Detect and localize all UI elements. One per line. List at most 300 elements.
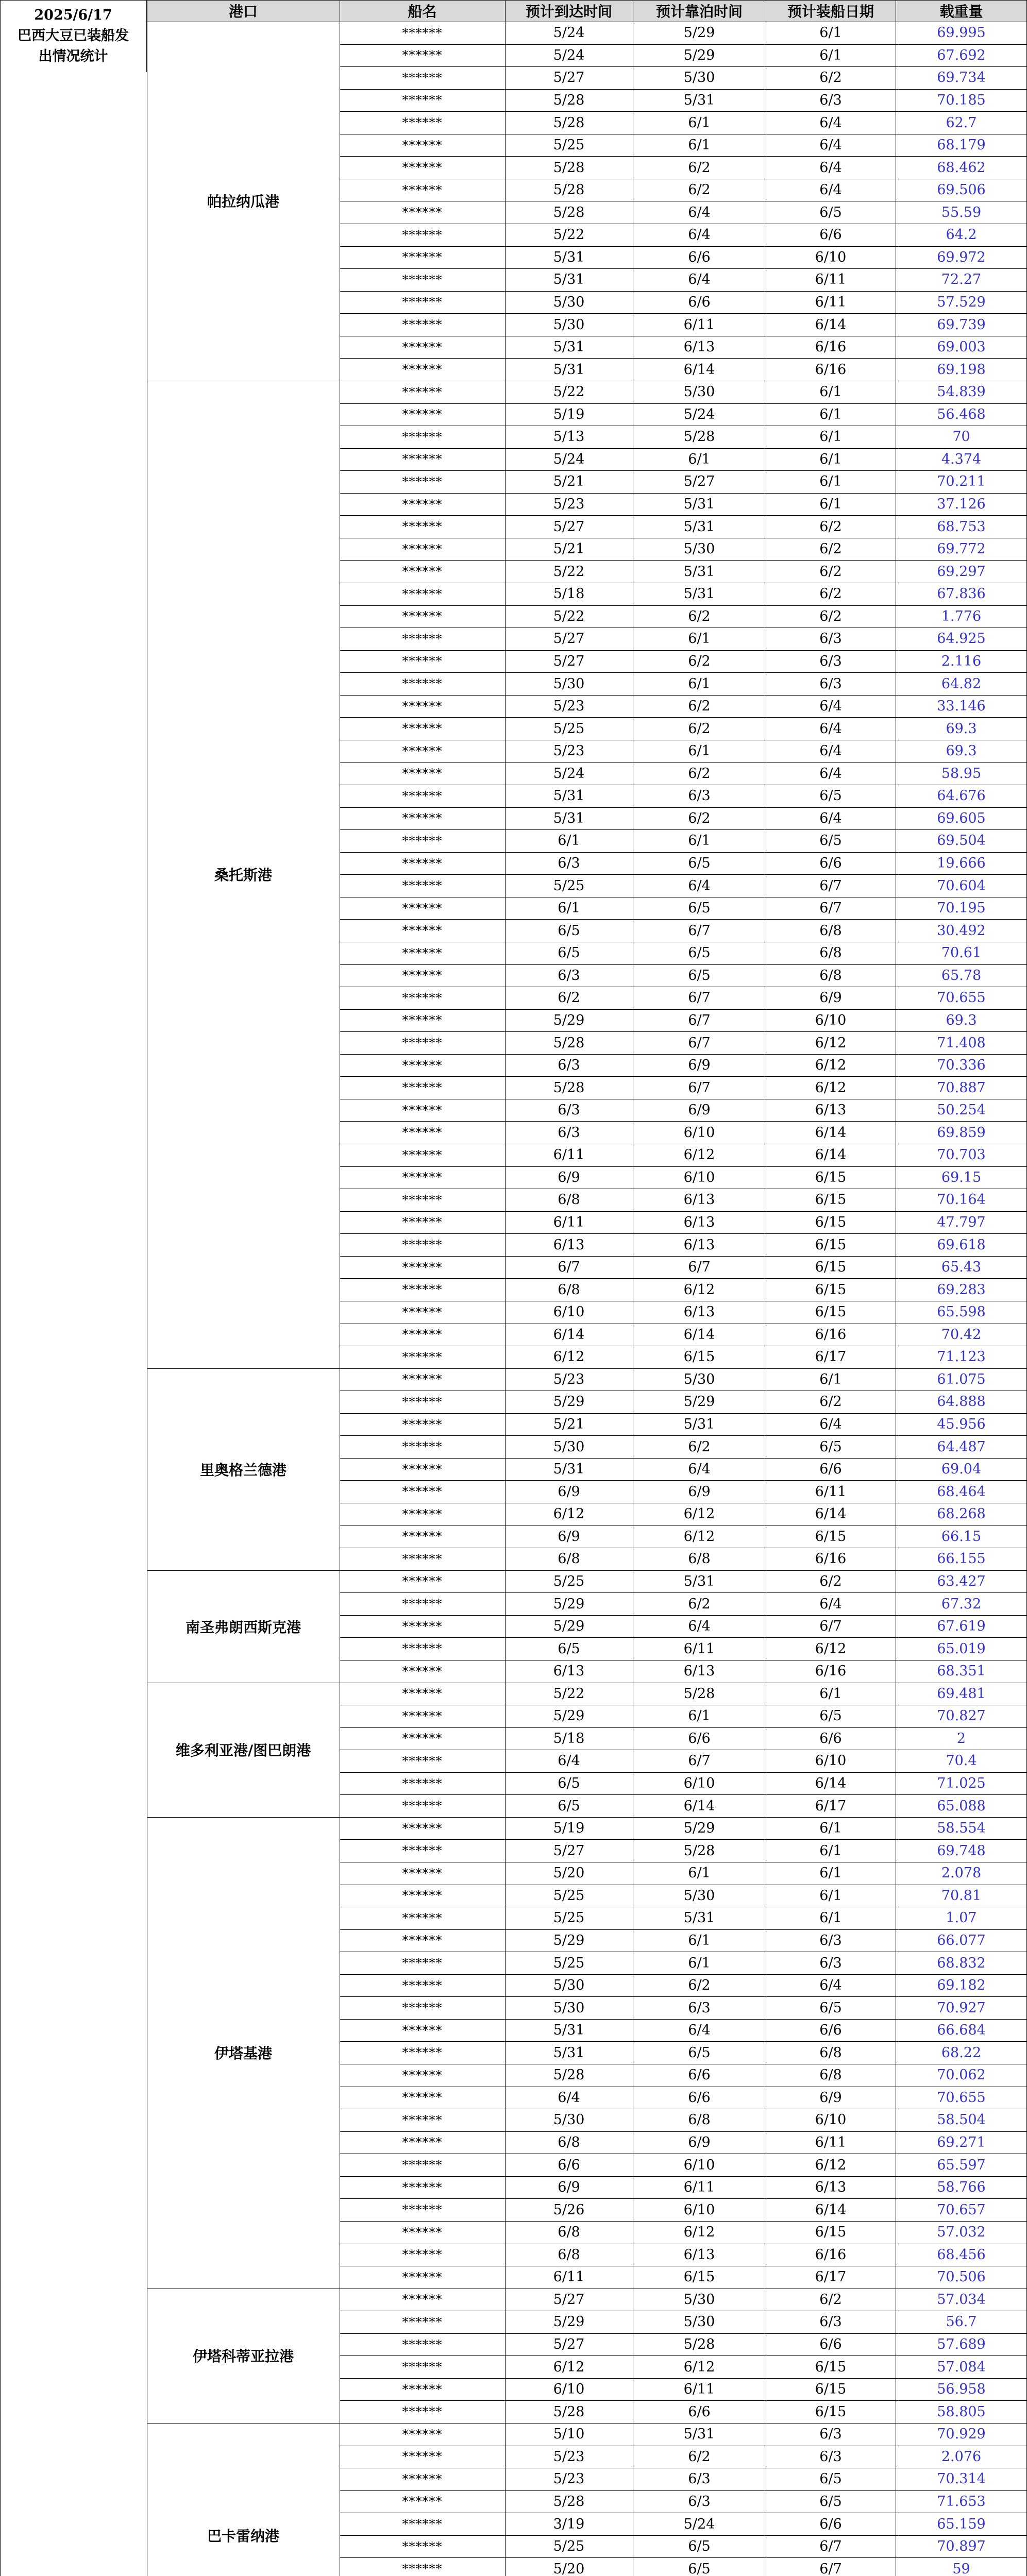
load-date: 6/10 bbox=[815, 249, 847, 265]
load-date: 6/3 bbox=[819, 2448, 842, 2465]
ship-name: ****** bbox=[402, 676, 443, 691]
ship-name: ****** bbox=[402, 1686, 443, 1701]
load-date: 6/4 bbox=[819, 743, 842, 759]
arrive-date: 5/28 bbox=[553, 2403, 585, 2420]
berth-date: 5/24 bbox=[683, 2516, 715, 2532]
ship-name: ****** bbox=[402, 1910, 443, 1925]
ship-name: ****** bbox=[402, 1103, 443, 1117]
berth-date: 6/2 bbox=[688, 810, 711, 826]
load-weight: 67.32 bbox=[941, 1596, 982, 1612]
berth-date: 6/7 bbox=[688, 922, 711, 939]
berth-date: 6/12 bbox=[683, 1147, 715, 1163]
berth-date: 6/6 bbox=[688, 2089, 711, 2106]
load-date: 6/12 bbox=[815, 1057, 847, 1074]
load-date: 6/16 bbox=[815, 339, 847, 355]
berth-date: 5/31 bbox=[683, 586, 715, 602]
arrive-date: 5/25 bbox=[553, 877, 585, 894]
load-date: 6/4 bbox=[819, 765, 842, 782]
berth-date: 5/28 bbox=[683, 1685, 715, 1702]
load-weight: 61.075 bbox=[937, 1371, 986, 1387]
berth-date: 6/5 bbox=[688, 2044, 711, 2061]
berth-date: 6/5 bbox=[688, 2561, 711, 2576]
load-date: 6/17 bbox=[815, 1798, 847, 1814]
load-weight: 70.657 bbox=[937, 2201, 986, 2218]
berth-date: 6/4 bbox=[688, 272, 711, 288]
load-weight: 71.025 bbox=[937, 1775, 986, 1792]
ship-name: ****** bbox=[402, 1215, 443, 1230]
header-port: 港口 bbox=[147, 0, 340, 22]
berth-date: 6/9 bbox=[688, 1483, 711, 1500]
load-weight: 45.956 bbox=[937, 1416, 986, 1433]
load-weight: 69.3 bbox=[946, 743, 977, 759]
ship-name: ****** bbox=[402, 1327, 443, 1342]
header-ship: 船名 bbox=[340, 0, 505, 22]
load-date: 6/5 bbox=[819, 1438, 842, 1455]
arrive-date: 5/20 bbox=[553, 2561, 585, 2576]
load-weight: 65.597 bbox=[937, 2157, 986, 2173]
load-date: 6/13 bbox=[815, 2179, 847, 2196]
ship-name: ****** bbox=[402, 609, 443, 624]
arrive-date: 6/5 bbox=[558, 1640, 580, 1657]
load-weight: 71.123 bbox=[937, 1349, 986, 1365]
arrive-date: 5/29 bbox=[553, 1596, 585, 1612]
arrive-date: 5/22 bbox=[553, 608, 585, 624]
load-weight: 1.776 bbox=[941, 608, 982, 624]
ship-name: ****** bbox=[402, 25, 443, 40]
ship-name: ****** bbox=[402, 474, 443, 489]
ship-name: ****** bbox=[402, 340, 443, 354]
load-weight: 70.61 bbox=[941, 945, 982, 961]
load-weight: 70 bbox=[952, 429, 970, 445]
load-date: 6/15 bbox=[815, 1192, 847, 1208]
load-date: 6/11 bbox=[815, 1483, 847, 1500]
arrive-date: 5/28 bbox=[553, 2067, 585, 2083]
arrive-date: 5/19 bbox=[553, 1820, 585, 1837]
load-date: 6/12 bbox=[815, 1079, 847, 1096]
ship-name: ****** bbox=[402, 699, 443, 714]
ship-name: ****** bbox=[402, 2158, 443, 2173]
load-weight: 69.734 bbox=[937, 70, 986, 86]
load-weight: 69.859 bbox=[937, 1124, 986, 1141]
berth-date: 6/5 bbox=[688, 945, 711, 961]
port-name: 伊塔科蒂亚拉港 bbox=[192, 2348, 294, 2365]
berth-date: 6/11 bbox=[683, 2381, 715, 2398]
ship-name: ****** bbox=[402, 878, 443, 893]
berth-date: 5/30 bbox=[683, 541, 715, 557]
load-date: 6/16 bbox=[815, 2246, 847, 2263]
arrive-date: 5/31 bbox=[553, 361, 585, 378]
arrive-date: 6/8 bbox=[558, 2246, 580, 2263]
ship-name: ****** bbox=[402, 2517, 443, 2532]
arrive-date: 5/31 bbox=[553, 2022, 585, 2039]
berth-date: 6/6 bbox=[688, 1730, 711, 1747]
arrive-date: 5/23 bbox=[553, 743, 585, 759]
berth-date: 6/4 bbox=[688, 204, 711, 221]
load-weight: 70.062 bbox=[937, 2067, 986, 2083]
arrive-date: 6/6 bbox=[558, 2157, 580, 2173]
ship-name: ****** bbox=[402, 2001, 443, 2015]
arrive-date: 6/13 bbox=[553, 1236, 585, 1253]
berth-date: 6/10 bbox=[683, 1124, 715, 1141]
load-weight: 69.504 bbox=[937, 833, 986, 849]
berth-date: 6/1 bbox=[688, 137, 711, 154]
load-date: 6/3 bbox=[819, 631, 842, 647]
load-weight: 69.506 bbox=[937, 182, 986, 198]
load-date: 6/8 bbox=[819, 945, 842, 961]
berth-date: 6/7 bbox=[688, 1035, 711, 1051]
berth-date: 5/31 bbox=[683, 1573, 715, 1589]
arrive-date: 5/30 bbox=[553, 2112, 585, 2128]
load-date: 6/16 bbox=[815, 361, 847, 378]
load-weight: 30.492 bbox=[937, 922, 986, 939]
ship-name: ****** bbox=[402, 2225, 443, 2240]
load-weight: 62.7 bbox=[946, 114, 977, 131]
load-weight: 56.7 bbox=[946, 2314, 977, 2330]
arrive-date: 6/11 bbox=[553, 1147, 585, 1163]
load-date: 6/12 bbox=[815, 1035, 847, 1051]
berth-date: 6/4 bbox=[688, 227, 711, 243]
ship-name: ****** bbox=[402, 1036, 443, 1050]
arrive-date: 5/21 bbox=[553, 1416, 585, 1433]
arrive-date: 6/7 bbox=[558, 1259, 580, 1276]
ship-name: ****** bbox=[402, 631, 443, 646]
arrive-date: 5/27 bbox=[553, 1842, 585, 1859]
load-weight: 70.887 bbox=[937, 1079, 986, 1096]
load-weight: 70.211 bbox=[937, 473, 986, 490]
berth-date: 6/13 bbox=[683, 1663, 715, 1680]
load-weight: 68.753 bbox=[937, 518, 986, 535]
berth-date: 6/12 bbox=[683, 2359, 715, 2375]
load-weight: 58.554 bbox=[937, 1820, 986, 1837]
load-weight: 71.408 bbox=[937, 1035, 986, 1051]
port-name: 里奥格兰德港 bbox=[199, 1461, 287, 1479]
berth-date: 6/4 bbox=[688, 2022, 711, 2039]
load-date: 6/2 bbox=[819, 586, 842, 602]
berth-date: 6/1 bbox=[688, 675, 711, 692]
load-date: 6/12 bbox=[815, 2157, 847, 2173]
ship-name: ****** bbox=[402, 295, 443, 310]
ship-name: ****** bbox=[402, 2292, 443, 2307]
load-weight: 69.481 bbox=[937, 1685, 986, 1702]
ship-name: ****** bbox=[402, 901, 443, 916]
ship-name: ****** bbox=[402, 2202, 443, 2217]
berth-date: 5/30 bbox=[683, 70, 715, 86]
load-date: 6/11 bbox=[815, 294, 847, 310]
load-weight: 57.034 bbox=[937, 2291, 986, 2308]
load-date: 6/13 bbox=[815, 1102, 847, 1118]
ship-name: ****** bbox=[402, 1394, 443, 1409]
arrive-date: 6/3 bbox=[558, 1124, 580, 1141]
load-weight: 70.655 bbox=[937, 2089, 986, 2106]
arrive-date: 5/28 bbox=[553, 204, 585, 221]
berth-date: 6/12 bbox=[683, 2224, 715, 2241]
ship-name: ****** bbox=[402, 923, 443, 938]
arrive-date: 5/30 bbox=[553, 294, 585, 310]
load-weight: 65.019 bbox=[937, 1640, 986, 1657]
load-weight: 50.254 bbox=[937, 1102, 986, 1118]
ship-name: ****** bbox=[402, 1058, 443, 1073]
load-weight: 69.772 bbox=[937, 541, 986, 557]
report-date-title bbox=[0, 0, 147, 72]
load-date: 6/4 bbox=[819, 1977, 842, 1994]
load-weight: 1.07 bbox=[946, 1910, 977, 1926]
load-weight: 68.462 bbox=[937, 159, 986, 176]
ship-name: ****** bbox=[402, 968, 443, 983]
arrive-date: 5/31 bbox=[553, 810, 585, 826]
load-weight: 57.084 bbox=[937, 2359, 986, 2375]
ship-name: ****** bbox=[402, 1417, 443, 1432]
load-weight: 55.59 bbox=[941, 204, 982, 221]
berth-date: 5/24 bbox=[683, 406, 715, 422]
load-weight: 69.3 bbox=[946, 720, 977, 737]
berth-date: 6/2 bbox=[688, 653, 711, 669]
arrive-date: 5/25 bbox=[553, 720, 585, 737]
ship-name: ****** bbox=[402, 1170, 443, 1185]
berth-date: 6/12 bbox=[683, 1528, 715, 1545]
load-date: 6/4 bbox=[819, 114, 842, 131]
load-date: 6/1 bbox=[819, 1910, 842, 1926]
berth-date: 6/6 bbox=[688, 2067, 711, 2083]
load-date: 6/15 bbox=[815, 1169, 847, 1185]
berth-date: 6/5 bbox=[688, 900, 711, 917]
load-weight: 66.077 bbox=[937, 1932, 986, 1948]
ship-name: ****** bbox=[402, 1843, 443, 1858]
load-date: 6/16 bbox=[815, 1663, 847, 1680]
ship-name: ****** bbox=[402, 1529, 443, 1544]
load-date: 6/3 bbox=[819, 92, 842, 108]
berth-date: 6/7 bbox=[688, 1079, 711, 1096]
arrive-date: 5/29 bbox=[553, 1618, 585, 1635]
arrive-date: 6/2 bbox=[558, 990, 580, 1006]
load-date: 6/15 bbox=[815, 1259, 847, 1276]
load-date: 6/6 bbox=[819, 2022, 842, 2039]
berth-date: 6/8 bbox=[688, 1551, 711, 1567]
arrive-date: 5/22 bbox=[553, 227, 585, 243]
load-date: 6/1 bbox=[819, 406, 842, 422]
arrive-date: 6/11 bbox=[553, 2269, 585, 2285]
load-date: 6/7 bbox=[819, 2538, 842, 2555]
load-weight: 69.972 bbox=[937, 249, 986, 265]
load-date: 6/15 bbox=[815, 2403, 847, 2420]
berth-date: 6/5 bbox=[688, 967, 711, 984]
load-weight: 64.925 bbox=[937, 631, 986, 647]
load-date: 6/2 bbox=[819, 2291, 842, 2308]
berth-date: 6/1 bbox=[688, 114, 711, 131]
load-date: 6/9 bbox=[819, 2089, 842, 2106]
ship-name: ****** bbox=[402, 1439, 443, 1454]
berth-date: 6/11 bbox=[683, 1640, 715, 1657]
load-weight: 68.832 bbox=[937, 1955, 986, 1971]
berth-date: 5/30 bbox=[683, 1887, 715, 1904]
berth-date: 5/31 bbox=[683, 2426, 715, 2443]
berth-date: 6/6 bbox=[688, 249, 711, 265]
arrive-date: 6/12 bbox=[553, 2359, 585, 2375]
load-date: 6/6 bbox=[819, 855, 842, 872]
ship-name: ****** bbox=[402, 2449, 443, 2464]
ship-name: ****** bbox=[402, 766, 443, 781]
load-weight: 70.4 bbox=[946, 1753, 977, 1769]
load-date: 6/2 bbox=[819, 608, 842, 624]
berth-date: 6/1 bbox=[688, 1708, 711, 1724]
load-weight: 66.15 bbox=[941, 1528, 982, 1545]
load-weight: 68.456 bbox=[937, 2246, 986, 2263]
ship-name: ****** bbox=[402, 407, 443, 422]
arrive-date: 5/31 bbox=[553, 788, 585, 804]
arrive-date: 6/3 bbox=[558, 967, 580, 984]
ship-name: ****** bbox=[402, 1888, 443, 1903]
berth-date: 5/31 bbox=[683, 496, 715, 513]
load-weight: 65.78 bbox=[941, 967, 982, 984]
load-weight: 69.271 bbox=[937, 2134, 986, 2150]
ship-name: ****** bbox=[402, 2427, 443, 2442]
ship-name: ****** bbox=[402, 1933, 443, 1948]
ship-name: ****** bbox=[402, 272, 443, 287]
load-weight: 71.653 bbox=[937, 2493, 986, 2510]
arrive-date: 5/31 bbox=[553, 1461, 585, 1478]
arrive-date: 5/30 bbox=[553, 675, 585, 692]
load-date: 6/5 bbox=[819, 1999, 842, 2016]
arrive-date: 5/28 bbox=[553, 2493, 585, 2510]
arrive-date: 5/25 bbox=[553, 1573, 585, 1589]
ship-name: ****** bbox=[402, 497, 443, 512]
arrive-date: 5/20 bbox=[553, 1865, 585, 1882]
berth-date: 6/10 bbox=[683, 1169, 715, 1185]
load-date: 6/15 bbox=[815, 1528, 847, 1545]
ship-name: ****** bbox=[402, 2067, 443, 2082]
load-date: 6/1 bbox=[819, 47, 842, 63]
load-date: 6/1 bbox=[819, 496, 842, 513]
arrive-date: 6/4 bbox=[558, 1753, 580, 1769]
arrive-date: 6/9 bbox=[558, 1483, 580, 1500]
load-weight: 70.929 bbox=[937, 2426, 986, 2443]
load-date: 6/3 bbox=[819, 1932, 842, 1948]
ship-name: ****** bbox=[402, 2090, 443, 2105]
ship-name: ****** bbox=[402, 93, 443, 108]
ship-name: ****** bbox=[402, 138, 443, 152]
ship-name: ****** bbox=[402, 2337, 443, 2352]
arrive-date: 5/30 bbox=[553, 316, 585, 333]
load-weight: 70.897 bbox=[937, 2538, 986, 2555]
load-date: 6/14 bbox=[815, 1775, 847, 1792]
arrive-date: 5/29 bbox=[553, 1394, 585, 1410]
ship-name: ****** bbox=[402, 1260, 443, 1275]
arrive-date: 6/3 bbox=[558, 1102, 580, 1118]
load-date: 6/14 bbox=[815, 1147, 847, 1163]
berth-date: 5/31 bbox=[683, 518, 715, 535]
ship-name: ****** bbox=[402, 1641, 443, 1656]
load-date: 6/1 bbox=[819, 1842, 842, 1859]
arrive-date: 3/19 bbox=[553, 2516, 585, 2532]
load-weight: 68.351 bbox=[937, 1663, 986, 1680]
load-date: 6/3 bbox=[819, 675, 842, 692]
ship-name: ****** bbox=[402, 452, 443, 467]
report-date: 2025/6/17 bbox=[34, 7, 112, 23]
berth-date: 6/15 bbox=[683, 2269, 715, 2285]
load-weight: 68.22 bbox=[941, 2044, 982, 2061]
berth-date: 6/7 bbox=[688, 1259, 711, 1276]
load-weight: 69.995 bbox=[937, 25, 986, 41]
arrive-date: 5/25 bbox=[553, 1887, 585, 1904]
load-weight: 58.805 bbox=[937, 2403, 986, 2420]
load-date: 6/17 bbox=[815, 2269, 847, 2285]
port-name: 巴卡雷纳港 bbox=[207, 2527, 279, 2545]
load-date: 6/4 bbox=[819, 159, 842, 176]
load-weight: 69.15 bbox=[941, 1169, 982, 1185]
ship-name: ****** bbox=[402, 1664, 443, 1679]
load-date: 6/2 bbox=[819, 541, 842, 557]
berth-date: 6/2 bbox=[688, 159, 711, 176]
load-date: 6/3 bbox=[819, 2426, 842, 2443]
load-date: 6/15 bbox=[815, 1304, 847, 1320]
ship-name: ****** bbox=[402, 1080, 443, 1095]
ship-name: ****** bbox=[402, 2247, 443, 2262]
load-date: 6/8 bbox=[819, 967, 842, 984]
arrive-date: 5/18 bbox=[553, 586, 585, 602]
load-date: 6/7 bbox=[819, 877, 842, 894]
load-date: 6/6 bbox=[819, 2336, 842, 2353]
berth-date: 6/12 bbox=[683, 1281, 715, 1298]
berth-date: 5/28 bbox=[683, 2336, 715, 2353]
load-weight: 68.464 bbox=[937, 1483, 986, 1500]
berth-date: 6/7 bbox=[688, 1753, 711, 1769]
arrive-date: 5/30 bbox=[553, 1438, 585, 1455]
berth-date: 6/2 bbox=[688, 1438, 711, 1455]
ship-name: ****** bbox=[402, 429, 443, 444]
load-date: 6/7 bbox=[819, 1618, 842, 1635]
load-date: 6/3 bbox=[819, 1955, 842, 1971]
arrive-date: 5/31 bbox=[553, 272, 585, 288]
ship-name: ****** bbox=[402, 564, 443, 579]
berth-date: 6/2 bbox=[688, 182, 711, 198]
berth-date: 6/6 bbox=[688, 294, 711, 310]
berth-date: 6/4 bbox=[688, 1618, 711, 1635]
arrive-date: 5/23 bbox=[553, 2471, 585, 2487]
arrive-date: 5/27 bbox=[553, 70, 585, 86]
arrive-date: 5/29 bbox=[553, 1708, 585, 1724]
load-date: 6/4 bbox=[819, 1416, 842, 1433]
load-date: 6/6 bbox=[819, 227, 842, 243]
header-berth: 预计靠泊时间 bbox=[633, 0, 766, 22]
load-date: 6/4 bbox=[819, 720, 842, 737]
load-date: 6/14 bbox=[815, 316, 847, 333]
arrive-date: 6/9 bbox=[558, 1169, 580, 1185]
load-weight: 70.185 bbox=[937, 92, 986, 108]
load-date: 6/5 bbox=[819, 2471, 842, 2487]
load-weight: 57.032 bbox=[937, 2224, 986, 2241]
arrive-date: 5/24 bbox=[553, 765, 585, 782]
ship-name: ****** bbox=[402, 2360, 443, 2375]
berth-date: 6/1 bbox=[688, 1932, 711, 1948]
load-weight: 54.839 bbox=[937, 384, 986, 400]
load-date: 6/15 bbox=[815, 1281, 847, 1298]
load-weight: 70.506 bbox=[937, 2269, 986, 2285]
berth-date: 6/5 bbox=[688, 855, 711, 872]
load-date: 6/1 bbox=[819, 473, 842, 490]
load-weight: 64.82 bbox=[941, 675, 982, 692]
load-date: 6/5 bbox=[819, 1708, 842, 1724]
load-weight: 47.797 bbox=[937, 1214, 986, 1230]
load-date: 6/3 bbox=[819, 653, 842, 669]
ship-name: ****** bbox=[402, 811, 443, 826]
ship-name: ****** bbox=[402, 2180, 443, 2195]
ship-name: ****** bbox=[402, 1776, 443, 1791]
load-date: 6/1 bbox=[819, 1685, 842, 1702]
load-date: 6/6 bbox=[819, 2516, 842, 2532]
arrive-date: 5/22 bbox=[553, 1685, 585, 1702]
berth-date: 6/9 bbox=[688, 2134, 711, 2150]
ship-name: ****** bbox=[402, 1799, 443, 1814]
ship-name: ****** bbox=[402, 945, 443, 960]
